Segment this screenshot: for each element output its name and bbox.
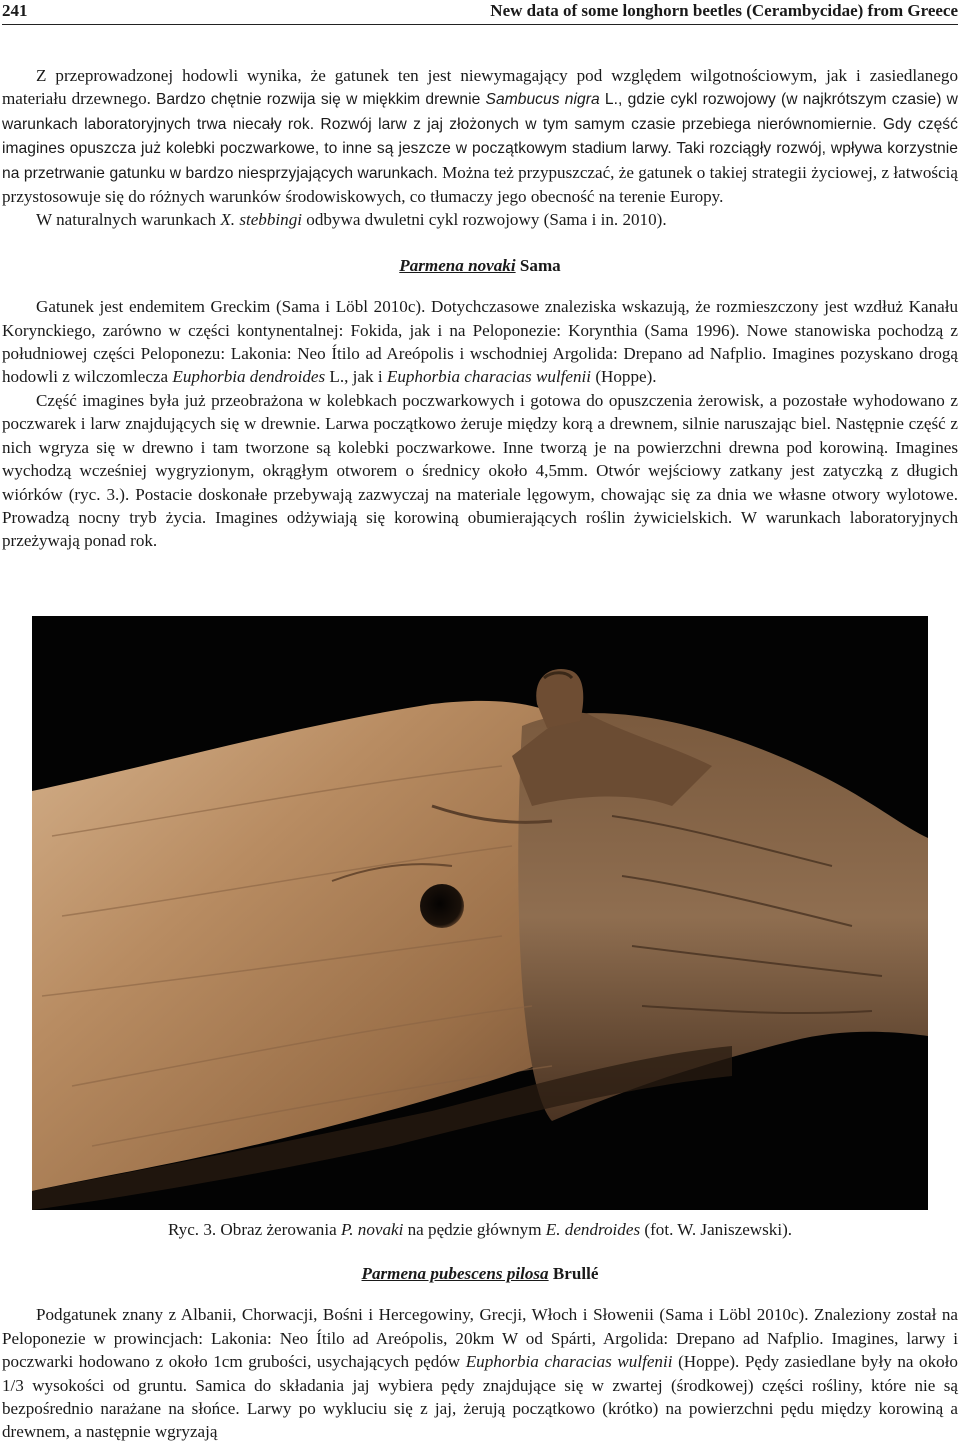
section-heading-parmena-pubescens-pilosa: Parmena pubescens pilosa Brullé <box>361 1264 599 1283</box>
species-name: E. dendroides <box>545 1220 641 1239</box>
species-name: Euphorbia characias wulfenii <box>465 1352 673 1372</box>
species-name: Sambucus nigra <box>485 91 600 109</box>
intro-paragraph-2: W naturalnych warunkach X. stebbingi odbywa dwuletni cykl rozwojowy (Sama i in. 2010). <box>36 210 667 230</box>
wood-branch-photo <box>32 616 928 1210</box>
main-text-continued <box>2 1262 958 1444</box>
figure-caption: Ryc. 3. Obraz żerowania P. novaki na pędzie głównym E. dendroides (fot. W. Janiszewski). <box>167 1220 793 1239</box>
running-title: New data of some longhorn beetles (Cerambycidae) from Greece <box>490 1 958 20</box>
section-heading-parmena-novaki: Parmena novaki Sama <box>399 255 561 275</box>
section1-paragraph-2: Część imagines była już przeobrażona w kolebkach poczwarkowych i gotowa do opuszczenia żerowisk, a pozostałe wyhodowano z poczwarek i larw znajdujących się w drewnie. Larwa początkowo żeruje między korą a drewnem, silnie naruszając biel. Następnie część z nich wgryza się w drewno i tam tworzone są kolebki poczwarkowe. Inne tworzą je na powierzchni drewna pod korowiną. Imagines wychodzą wcześniej wygryzionym, okrągłym otworem o średnicy około 4,5mm. Otwór wejściowy zatkany jest zatyczką z długich wiórków (ryc. 3.). Postacie doskonałe przebywają zazwyczaj na materiale lęgowym, chowając się za dnia we własne otwory wylotowe. Prowadzą nocny tryb życia. Imagines odżywiają się korowiną obumierających roślin żywicielskich. W warunkach laboratoryjnych przeżywają ponad rok. <box>2 390 958 551</box>
section2-paragraph-1: Podgatunek znany z Albanii, Chorwacji, Bośni i Hercegowiny, Grecji, Włoch i Słowenii (Sama i Löbl 2010c). Znaleziony został na Peloponezie w prowincjach: Lakonia: Neo Ítilo ad Areópolis, 20km W od Spárti, Argolida: Drepano ad Nafplio. Imagines, larwy i poczwarki hodowano z około 1cm grubości, usychających pędów Euphorbia characias wulfenii (Hoppe). Pędy zasiedlane były na około 1/3 wysokości od gruntu. Samica do składania jaj wybiera pędy znajdujące się w zwartej (środkowej) części rośliny, które nie są bezpośrednio narażane na słońce. Larwy po wykluciu się z jaj, żerują początkowo (krótko) na powierzchni pędu między korowiną a drewnem, a następnie wgryzają <box>2 1305 958 1442</box>
running-header <box>2 0 958 25</box>
intro-paragraph-1: Z przeprowadzonej hodowli wynika, że gatunek ten jest niewymagający pod względem wilgotnościowym, jak i zasiedlanego materiału drzewnego. Bardzo chętnie rozwija się w miękkim drewnie Sambucus nigra L., gdzie cykl rozwojowy (w najkrótszym czasie) w warunkach laboratoryjnych trwa niecały rok. Rozwój larw z jaj złożonych w tym samym czasie przebiega nierównomiernie. Gdy część imagines opuszcza już kolebki poczwarkowe, to inne są jeszcze w początkowym stadium larwy. Taki rozciągły rozwój, wpływa korzystnie na przetrwanie gatunku w bardzo niesprzyjających warunkach. Można też przypuszczać, że gatunek o takiej strategii życiowej, z łatwością przystosowuje się do różnych warunków środowiskowych, co tłumaczy jego obecność na terenie Europy. <box>2 66 958 207</box>
main-text <box>2 64 958 553</box>
sans-text: Bardzo chętnie rozwija się w miękkim drewnie Sambucus nigra L., gdzie cykl rozwojowy (w najkrótszym czasie) w warunkach laboratoryjnych trwa niecały rok. Rozwój larw z jaj złożonych w tym samym czasie przebiega nierównomiernie. Gdy część imagines opuszcza już kolebki poczwarkowe, to inne są jeszcze w początkowym stadium larwy. Taki rozciągły rozwój, wpływa korzystnie na przetrwanie gatunku w bardzo niesprzyjających warunkach. <box>2 91 958 182</box>
figure-photo <box>32 616 928 1210</box>
species-name: Euphorbia dendroides <box>172 367 326 387</box>
section1-paragraph-1: Gatunek jest endemitem Greckim (Sama i Löbl 2010c). Dotychczasowe znaleziska wskazują, że rozmieszczony jest wzdłuż Kanału Korynckiego, zarówno w części kontynentalnej: Fokida, jak i na Peloponezie: Korynthia (Sama 1996). Nowe stanowiska pochodzą z południowej części Peloponezu: Lakonia: Neo Ítilo ad Areópolis i wschodniej Argolida: Drepano ad Nafplio. Imagines pozyskano drogą hodowli z wilczomlecza Euphorbia dendroides L., jak i Euphorbia characias wulfenii (Hoppe). <box>2 297 958 387</box>
species-name: Euphorbia characias wulfenii <box>386 367 592 387</box>
species-name: P. novaki <box>340 1220 404 1239</box>
page-number: 241 <box>2 1 28 20</box>
species-name: X. stebbingi <box>220 210 302 230</box>
